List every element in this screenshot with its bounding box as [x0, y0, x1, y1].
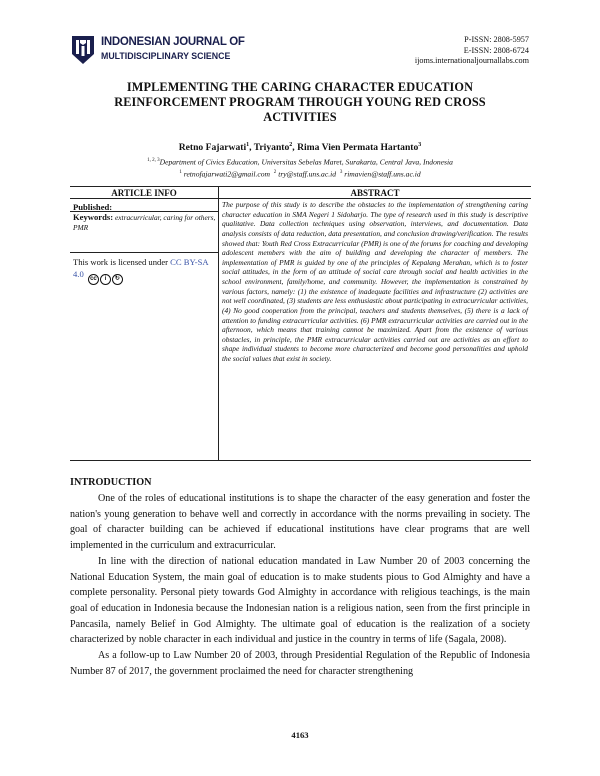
e-issn: E-ISSN: 2808-6724: [463, 45, 529, 55]
cc-by-sa-badge[interactable]: [88, 274, 123, 285]
article-title: [70, 80, 530, 125]
affiliation-sup: 1, 2, 3: [147, 158, 160, 163]
email-sup: 2: [273, 169, 277, 175]
author-name: Retno Fajarwati: [178, 142, 247, 154]
email-link[interactable]: rimavien@staff.uns.ac.id: [344, 169, 421, 179]
author-separator: ,: [249, 142, 254, 154]
license-link[interactable]: CC BY-SA 4.0: [73, 257, 209, 279]
page-number: 4163: [291, 730, 309, 740]
published-label: Published:: [73, 202, 113, 212]
keywords-rule: [70, 252, 218, 253]
table-bottom-rule: [70, 460, 531, 461]
email-sup: 3: [339, 169, 343, 175]
email-list: [70, 168, 530, 180]
email-sup: 1: [179, 169, 182, 175]
share-alike-icon: ↻: [112, 274, 123, 285]
author-sup: 2: [289, 142, 293, 148]
title-line-1: IMPLEMENTING THE CARING CHARACTER EDUCATION: [126, 80, 474, 94]
license-text: This work is licensed under: [73, 257, 168, 267]
journal-name-line1: INDONESIAN JOURNAL OF: [101, 36, 245, 48]
author-sup: 1: [246, 142, 250, 148]
introduction-body: [70, 491, 530, 679]
table-header-rule: [70, 198, 531, 199]
p-issn: P-ISSN: 2808-5957: [464, 35, 529, 44]
affiliation: [70, 156, 530, 168]
paragraph: As a follow-up to Law Number 20 of 2003, through Presidential Regulation of the Republic of Indonesia Number 87 of 2017, the government proclaimed the need for character strengthening: [70, 650, 530, 677]
abstract-text: The purpose of this study is to describe the obstacles to the implementation of strengthening caring character education in SMA Negeri 1 Sidoharjo. The type of research used in this study is descriptive qualitative. Data collection techniques using observation, interviews, and documentation. Data analysis consists of data reduction, data presentation, and conclusion drawing/verification. The results showed that: Youth Red Cross Extracurricular (PMR) is one of the forums for coaching and developing adolescent members with the aim of building and developing the character of members. The implementation of PMR is guided by one of the principles of Kepalang Merahan, which is to foster social attitudes, in the form of an attitude of social care through social and health activities in the school environment, family/home, and community. However, the implementation is constrained by various factors, namely: (1) the existence of inadequate facilities and infrastructure (2) activities are not well coordinated, (3) students are less enthusiastic about participating in extracurricular activities, (4) No good cooperation from the principal, teachers and students themselves, (5) there is a lack of attention to funding extracurricular activities. (6) PMR extracurricular activities are carried out in the afternoon, which means that training cannot be maximized. Apart from the existence of various obstacles, in principle, the PMR extracurricular activities carried out are activities as an effort to shape individual students to become more characterized and become good personalities and uphold the social values that exist in society.: [222, 200, 528, 363]
issn-block: [415, 35, 529, 67]
license-block: [73, 256, 216, 285]
author-name: Rima Vien Permata Hartanto: [297, 142, 419, 154]
affiliation-block: [70, 156, 530, 179]
author-list: [70, 142, 530, 153]
keywords-block: [73, 213, 216, 232]
keywords-label: Keywords:: [73, 212, 114, 222]
table-top-rule: [70, 186, 531, 187]
author-sup: 3: [418, 142, 422, 148]
title-line-2: REINFORCEMENT PROGRAM THROUGH YOUNG RED CROSS: [114, 95, 486, 109]
journal-name: [101, 37, 245, 60]
email-link[interactable]: try@staff.uns.ac.id: [278, 169, 337, 179]
email-link[interactable]: retnofajarwati2@gmail.com: [183, 169, 270, 179]
paragraph: In line with the direction of national education mandated in Law Number 20 of 2003 concerning the National Education System, the main goal of education is to make students pious to God Almighty and have a complete personality. Personal piety towards God Almighty in accordance with religious teachings, is the main goal of education in Indonesia because the Indonesian nation is a religious nation, seen from the first principle in Pancasila, namely Belief in God Almighty. The ultimate goal of education is the realization of a society characterized by noble character in each individual and justice in the country in terms of life (Sagala, 2008).: [70, 555, 530, 646]
journal-name-line2: MULTIDISCIPLINARY SCIENCE: [101, 50, 231, 61]
cc-icon: cc: [88, 274, 99, 285]
keywords-text: extracurricular, caring for others, PMR: [73, 213, 216, 232]
article-info-header: ARTICLE INFO: [111, 188, 177, 198]
attribution-icon: i: [100, 274, 111, 285]
author-name: Triyanto: [253, 142, 290, 154]
abstract-header: ABSTRACT: [350, 188, 400, 198]
section-heading-introduction: INTRODUCTION: [70, 477, 152, 488]
affiliation-text: Department of Civics Education, Universitas Sebelas Maret, Surakarta, Central Java, Indonesia: [159, 157, 453, 167]
journal-website[interactable]: ijoms.internationaljournallabs.com: [414, 56, 529, 65]
table-column-divider: [218, 186, 219, 460]
author-separator: ,: [292, 142, 298, 154]
paragraph: One of the roles of educational institutions is to shape the character of the easy generation and foster the nation's young generation to behave well and correctly in accordance with the norms prevailing in society. The goal of character building can be achieved if educational institutions have clear programs that are well implemented in the curriculum and extracurricular.: [70, 493, 530, 552]
title-line-3: ACTIVITIES: [263, 110, 337, 124]
journal-shield-logo: [70, 34, 96, 66]
